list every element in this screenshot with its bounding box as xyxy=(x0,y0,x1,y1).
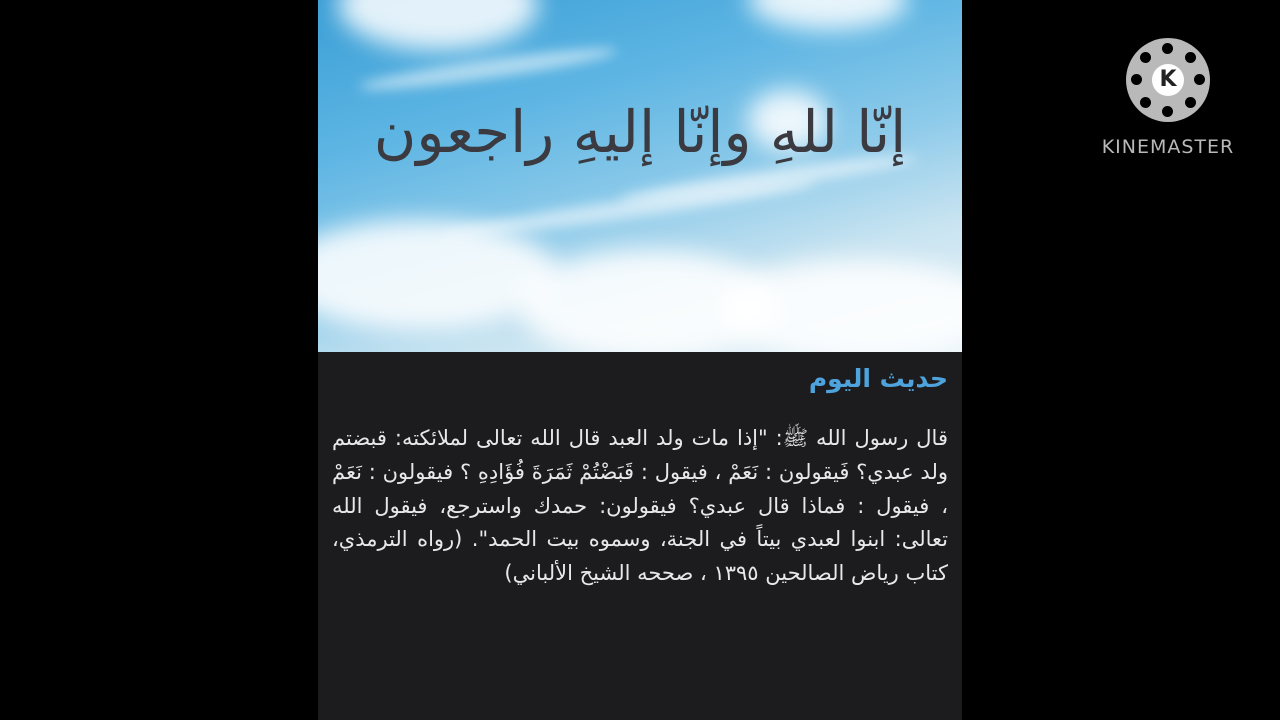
hadith-panel xyxy=(318,352,962,720)
calligraphy-title: إنّا للهِ وإنّا إليهِ راجعون xyxy=(373,98,907,166)
kinemaster-watermark xyxy=(1096,36,1240,160)
logo-letter: K xyxy=(1152,64,1184,96)
sky-image xyxy=(318,0,962,352)
brand-text: KINEMASTER xyxy=(1101,136,1235,158)
section-title: حديث اليوم xyxy=(808,364,948,393)
hadith-text: قال رسول الله ﷺ: "إذا مات ولد العبد قال الله تعالى لملائكته: قبضتم ولد عبدي؟ فَيقولون : نَعَمْ ، فيقول : قَبَضْتُمْ ثَمَرَةَ فُؤَادِهِ ؟ فيقولون : نَعَمْ ، فيقول : فماذا قال عبدي؟ فيقولون: حمدك واسترجع، فيقول الله تعالى: ابنوا لعبدي بيتاً في الجنة، وسموه بيت الحمد". (رواه الترمذي، كتاب رياض الصالحين ١٣٩٥ ، صححه الشيخ الألباني) xyxy=(332,426,948,586)
video-frame xyxy=(318,0,962,720)
kinemaster-logo-icon xyxy=(1126,38,1210,122)
